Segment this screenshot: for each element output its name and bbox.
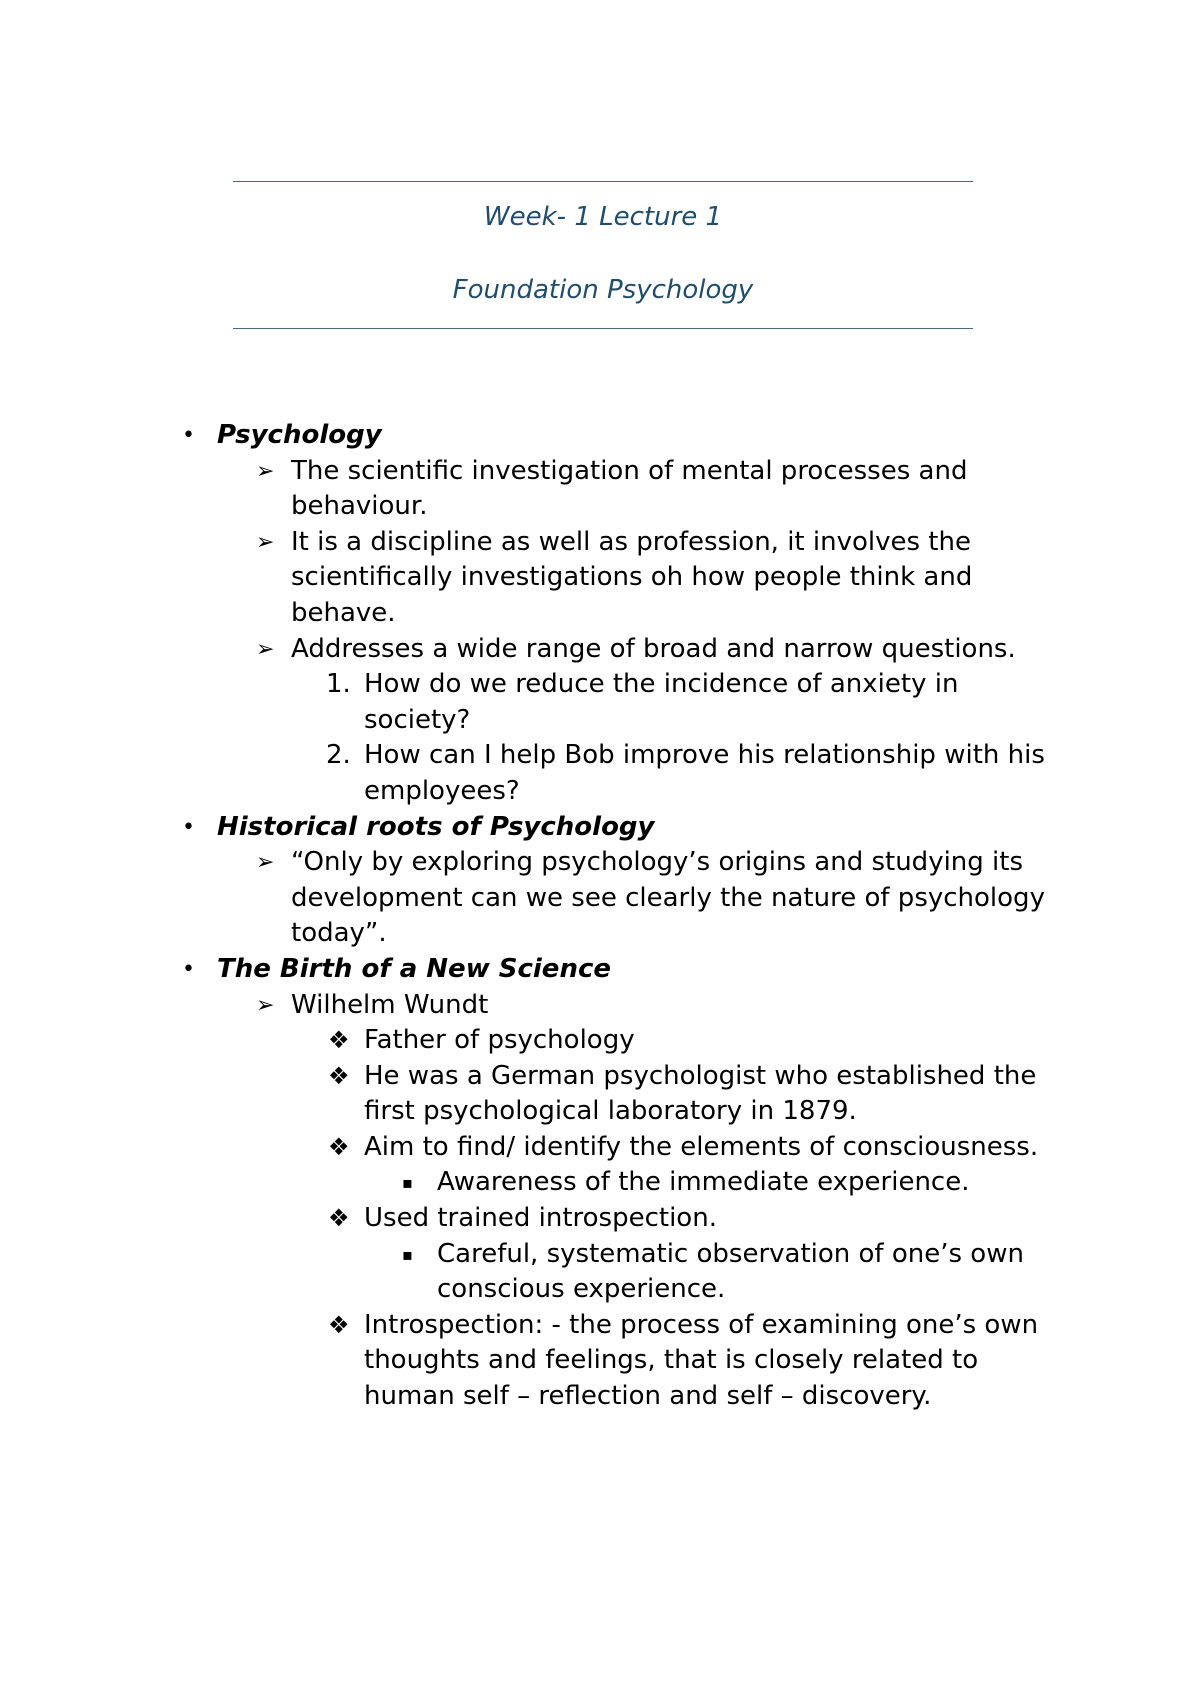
outline-item-level-1 bbox=[0, 952, 1200, 988]
list-item-text: He was a German psychologist who established the first psychological laboratory in 1879. bbox=[364, 1060, 1037, 1127]
list-item-text: How can I help Bob improve his relationship with his employees? bbox=[364, 740, 1045, 806]
outline-item-level-2 bbox=[0, 845, 1051, 952]
course-title: Foundation Psychology bbox=[452, 275, 754, 305]
outline-item-level-2 bbox=[0, 454, 1051, 525]
list-marker: 1. bbox=[326, 669, 351, 700]
list-marker: ❖ bbox=[328, 1061, 350, 1090]
list-item-text: Historical roots of Psychology bbox=[217, 811, 655, 842]
list-item-text: “Only by exploring psychology’s origins and studying its development can we see clearly the nature of psychology today”. bbox=[291, 847, 1045, 949]
list-marker: ➢ bbox=[256, 458, 275, 484]
list-marker: ❖ bbox=[328, 1310, 350, 1339]
lecture-title: Week- 1 Lecture 1 bbox=[483, 202, 723, 232]
list-marker: ➢ bbox=[256, 850, 275, 876]
outline-item-level-2 bbox=[0, 632, 1051, 668]
list-marker: ➢ bbox=[256, 992, 275, 1018]
list-marker: • bbox=[182, 956, 195, 982]
list-item-text: Careful, systematic observation of one’s own conscious experience. bbox=[437, 1238, 1024, 1305]
outline-item-level-1 bbox=[0, 418, 1200, 454]
list-item-text: Father of psychology bbox=[364, 1025, 635, 1056]
outline-item-level-3 bbox=[0, 1059, 1064, 1130]
list-marker: ❖ bbox=[328, 1132, 350, 1161]
list-marker: ▪ bbox=[402, 1244, 413, 1264]
list-marker: ▪ bbox=[402, 1173, 413, 1193]
list-item-text: Psychology bbox=[217, 420, 382, 450]
list-item-text: Awareness of the immediate experience. bbox=[437, 1167, 970, 1198]
outline-item-level-2 bbox=[0, 988, 1051, 1024]
outline-item-level-3 bbox=[0, 1130, 1064, 1166]
list-item-text: Addresses a wide range of broad and narrow questions. bbox=[291, 633, 1016, 664]
list-marker: ❖ bbox=[328, 1026, 350, 1055]
list-item-text: The Birth of a New Science bbox=[217, 953, 611, 984]
outline-item-level-2 bbox=[0, 525, 1051, 632]
outline-item-level-4 bbox=[0, 1165, 1037, 1201]
list-item-text: How do we reduce the incidence of anxiety in society? bbox=[364, 669, 959, 735]
outline-item-level-4 bbox=[0, 1237, 1037, 1308]
list-marker: 2. bbox=[326, 740, 351, 771]
list-marker: ❖ bbox=[328, 1204, 350, 1233]
outline-item-level-3 bbox=[0, 738, 1064, 809]
list-marker: ➢ bbox=[256, 636, 275, 662]
outline-item-level-3 bbox=[0, 667, 1064, 738]
outline-item-level-3 bbox=[0, 1201, 1064, 1237]
list-item-text: It is a discipline as well as profession, it involves the scientifically investigations oh how people think and behave. bbox=[291, 526, 973, 628]
outline-item-level-3 bbox=[0, 1023, 1064, 1059]
list-marker: ➢ bbox=[256, 529, 275, 555]
outline-item-level-1 bbox=[0, 810, 1200, 846]
list-marker: • bbox=[182, 814, 195, 840]
list-marker: • bbox=[182, 423, 195, 448]
list-item-text: Aim to find/ identify the elements of consciousness. bbox=[364, 1131, 1039, 1162]
list-item-text: Introspection: - the process of examining one’s own thoughts and feelings, that is closely related to human self – reflection and self – discovery. bbox=[364, 1309, 1039, 1412]
outline-list bbox=[0, 418, 1200, 1415]
outline-item-level-3 bbox=[0, 1308, 1064, 1415]
list-item-text: The scientific investigation of mental processes and behaviour. bbox=[291, 455, 968, 522]
list-item-text: Used trained introspection. bbox=[364, 1203, 717, 1234]
list-item-text: Wilhelm Wundt bbox=[291, 989, 489, 1020]
title-block bbox=[233, 181, 973, 329]
